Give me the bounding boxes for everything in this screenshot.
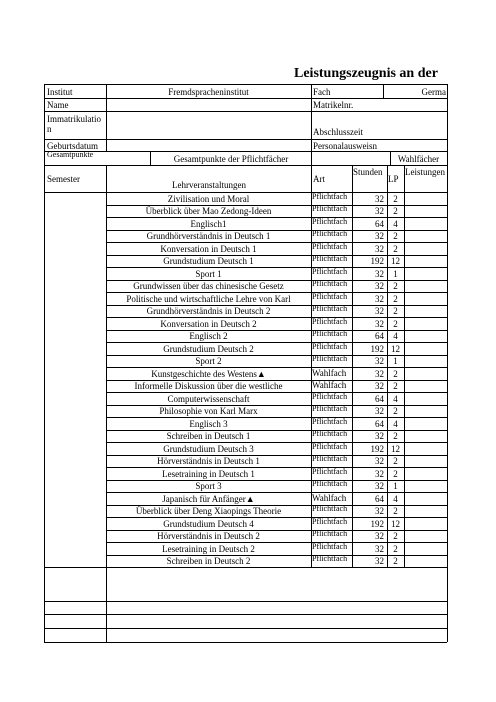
fach-label: Fach — [313, 87, 331, 97]
course-art: Pflichtfach — [312, 242, 348, 251]
course-name: Philosophie von Karl Marx — [159, 406, 258, 416]
document-title: Leistungszeugnis an der — [294, 66, 438, 81]
course-art: Pflichtfach — [312, 430, 348, 438]
course-name: Japanisch für Anfänger▲ — [162, 493, 255, 504]
course-lp: 2 — [393, 281, 398, 291]
course-name: Überblick über Mao Zedong-Ideen — [145, 206, 272, 216]
course-stunden: 32 — [375, 431, 384, 441]
course-stunden: 32 — [375, 406, 384, 416]
course-name: Hörverständnis in Deutsch 1 — [157, 456, 260, 466]
course-name: Grundhörverständnis in Deutsch 1 — [146, 231, 271, 241]
course-art: Pflichtfach — [312, 417, 348, 426]
course-name: Konversation in Deutsch 1 — [160, 243, 257, 254]
course-art: Pflichtfach — [312, 517, 348, 526]
course-lp: 12 — [391, 518, 400, 529]
course-lp: 12 — [391, 343, 400, 354]
course-stunden: 32 — [375, 381, 384, 391]
header-rule — [44, 139, 447, 140]
course-stunden: 32 — [375, 368, 384, 379]
course-art: Pflichtfach — [312, 217, 348, 226]
course-lp: 2 — [393, 206, 398, 216]
course-name: Konversation in Deutsch 2 — [160, 318, 257, 329]
course-lp: 2 — [393, 506, 398, 516]
course-stunden: 32 — [375, 506, 384, 516]
course-name: Schreiben in Deutsch 1 — [166, 431, 251, 441]
course-lp: 4 — [393, 493, 398, 504]
course-lp: 2 — [393, 406, 398, 416]
header-rule — [44, 98, 447, 99]
personalausweis-label: Personalausweisn — [313, 141, 377, 151]
course-name: Kunstgeschichte des Westens▲ — [151, 368, 266, 379]
row-rule — [44, 642, 447, 643]
header-rule — [44, 111, 447, 112]
course-art: Pflichtfach — [312, 280, 348, 288]
course-name: Englisch 2 — [189, 331, 228, 341]
course-lp: 2 — [393, 468, 398, 479]
course-stunden: 32 — [375, 231, 384, 241]
course-name: Lesetraining in Deutsch 1 — [162, 468, 255, 479]
course-lp: 4 — [393, 331, 398, 341]
course-stunden: 32 — [375, 481, 384, 491]
course-stunden: 192 — [370, 343, 384, 354]
course-lp: 2 — [393, 431, 398, 441]
row-rule — [44, 567, 447, 568]
lehrveranstaltungen-header: Lehrveranstaltungen — [172, 180, 246, 190]
course-art: Wahlfach — [312, 380, 347, 390]
course-art: Pflichtfach — [312, 405, 348, 413]
fach-value: Germa — [421, 87, 446, 97]
course-name: Schreiben in Deutsch 2 — [166, 556, 251, 566]
course-lp: 1 — [393, 356, 398, 366]
course-name: Sport 3 — [195, 481, 222, 491]
course-name: Informelle Diskussion über die westliche — [134, 381, 283, 391]
abschlusszeit-label: Abschlusszeit — [313, 127, 363, 137]
course-name: Überblick über Deng Xiaopings Theorie — [135, 506, 282, 516]
course-stunden: 32 — [375, 293, 384, 304]
course-stunden: 32 — [375, 531, 384, 541]
course-stunden: 64 — [375, 331, 384, 341]
row-rule — [44, 601, 447, 602]
course-lp: 2 — [393, 318, 398, 329]
course-stunden: 64 — [375, 218, 384, 229]
course-stunden: 32 — [375, 281, 384, 291]
course-art: Pflichtfach — [312, 342, 348, 351]
course-stunden: 32 — [375, 456, 384, 466]
course-name: Sport 2 — [195, 356, 222, 366]
stunden-header: Stunden — [353, 167, 383, 177]
course-lp: 2 — [393, 368, 398, 379]
course-stunden: 32 — [375, 318, 384, 329]
course-lp: 2 — [393, 293, 398, 304]
course-art: Pflichtfach — [312, 505, 348, 513]
matrikel-label: Matrikelnr. — [313, 100, 354, 110]
course-stunden: 32 — [375, 268, 384, 279]
course-stunden: 32 — [375, 556, 384, 566]
header-rule — [44, 84, 447, 85]
table-border-right — [447, 151, 448, 642]
course-lp: 2 — [393, 243, 398, 254]
course-name: Englisch 3 — [189, 418, 228, 429]
header-divider — [311, 151, 312, 165]
course-lp: 2 — [393, 556, 398, 566]
course-stunden: 32 — [375, 193, 384, 204]
gesamtpunkte-pflicht: Gesamtpunkte der Pflichtfächer — [173, 154, 289, 164]
wahlfaecher-label: Wahlfächer — [397, 154, 440, 164]
course-lp: 1 — [393, 268, 398, 279]
course-stunden: 192 — [370, 443, 384, 454]
gesamtpunkte-label: Gesamtpunkte — [47, 151, 94, 159]
course-stunden: 32 — [375, 306, 384, 316]
course-lp: 2 — [393, 531, 398, 541]
immatrikulation-label: Immatrikulation — [47, 114, 101, 134]
course-lp: 2 — [393, 543, 398, 554]
course-name: Zivilisation und Moral — [167, 193, 250, 204]
course-art: Pflichtfach — [312, 267, 348, 276]
course-art: Pflichtfach — [312, 317, 348, 326]
course-art: Pflichtfach — [312, 555, 348, 563]
course-art: Pflichtfach — [312, 392, 348, 401]
course-art: Pflichtfach — [312, 530, 348, 538]
course-lp: 2 — [393, 456, 398, 466]
lp-header: LP — [388, 174, 399, 184]
semester-header: Semester — [47, 174, 80, 184]
course-stunden: 64 — [375, 493, 384, 504]
course-name: Politische und wirtschaftliche Lehre von Karl — [126, 293, 291, 304]
institut-value: Fremdspracheninstitut — [168, 87, 249, 97]
course-name: Grundstudium Deutsch 1 — [163, 256, 254, 266]
course-stunden: 32 — [375, 356, 384, 366]
course-name: Grundstudium Deutsch 2 — [163, 343, 254, 354]
course-art: Pflichtfach — [312, 542, 348, 551]
course-art: Pflichtfach — [312, 330, 348, 338]
course-art: Pflichtfach — [312, 292, 348, 301]
course-stunden: 32 — [375, 543, 384, 554]
course-art: Pflichtfach — [312, 192, 348, 201]
course-art: Pflichtfach — [312, 355, 348, 363]
course-lp: 2 — [393, 306, 398, 316]
course-name: Grundhörverständnis in Deutsch 2 — [146, 306, 271, 316]
course-art: Pflichtfach — [312, 455, 348, 463]
course-stunden: 32 — [375, 206, 384, 216]
course-name: Hörverständnis in Deutsch 2 — [157, 531, 260, 541]
art-header: Art — [313, 174, 325, 184]
course-stunden: 32 — [375, 243, 384, 254]
course-stunden: 64 — [375, 393, 384, 404]
course-name: Grundwissen über das chinesische Gesetz — [133, 281, 284, 291]
course-lp: 4 — [393, 418, 398, 429]
course-art: Pflichtfach — [312, 205, 348, 213]
course-art: Pflichtfach — [312, 255, 348, 263]
course-lp: 4 — [393, 218, 398, 229]
course-stunden: 32 — [375, 468, 384, 479]
course-name: Englisch1 — [190, 218, 227, 229]
course-lp: 2 — [393, 193, 398, 204]
course-stunden: 192 — [370, 518, 384, 529]
row-rule — [44, 614, 447, 615]
course-name: Computerwissenschaft — [167, 393, 250, 404]
table-border-left — [44, 151, 45, 642]
course-lp: 1 — [393, 481, 398, 491]
institut-label: Institut — [47, 87, 73, 97]
course-lp: 12 — [391, 256, 400, 266]
course-art: Pflichtfach — [312, 305, 348, 313]
course-lp: 2 — [393, 231, 398, 241]
course-stunden: 192 — [370, 256, 384, 266]
course-name: Grundstudium Deutsch 4 — [163, 518, 254, 529]
course-art: Pflichtfach — [312, 467, 348, 476]
course-name: Lesetraining in Deutsch 2 — [162, 543, 255, 554]
course-art: Pflichtfach — [312, 480, 348, 488]
course-lp: 2 — [393, 381, 398, 391]
course-lp: 12 — [391, 443, 400, 454]
course-lp: 4 — [393, 393, 398, 404]
course-name: Sport 1 — [195, 268, 222, 279]
name-label: Name — [47, 100, 69, 110]
row-rule — [44, 628, 447, 629]
column-divider — [404, 165, 405, 567]
course-stunden: 64 — [375, 418, 384, 429]
course-name: Grundstudium Deutsch 3 — [163, 443, 254, 454]
geburtsdatum-label: Geburtsdatum — [47, 141, 98, 151]
course-art: Pflichtfach — [312, 230, 348, 238]
course-art: Wahlfach — [312, 367, 347, 378]
header-divider — [311, 84, 312, 151]
course-art: Pflichtfach — [312, 442, 348, 451]
course-art: Wahlfach — [312, 492, 347, 503]
leistungen-header: Leistungen — [405, 167, 445, 177]
